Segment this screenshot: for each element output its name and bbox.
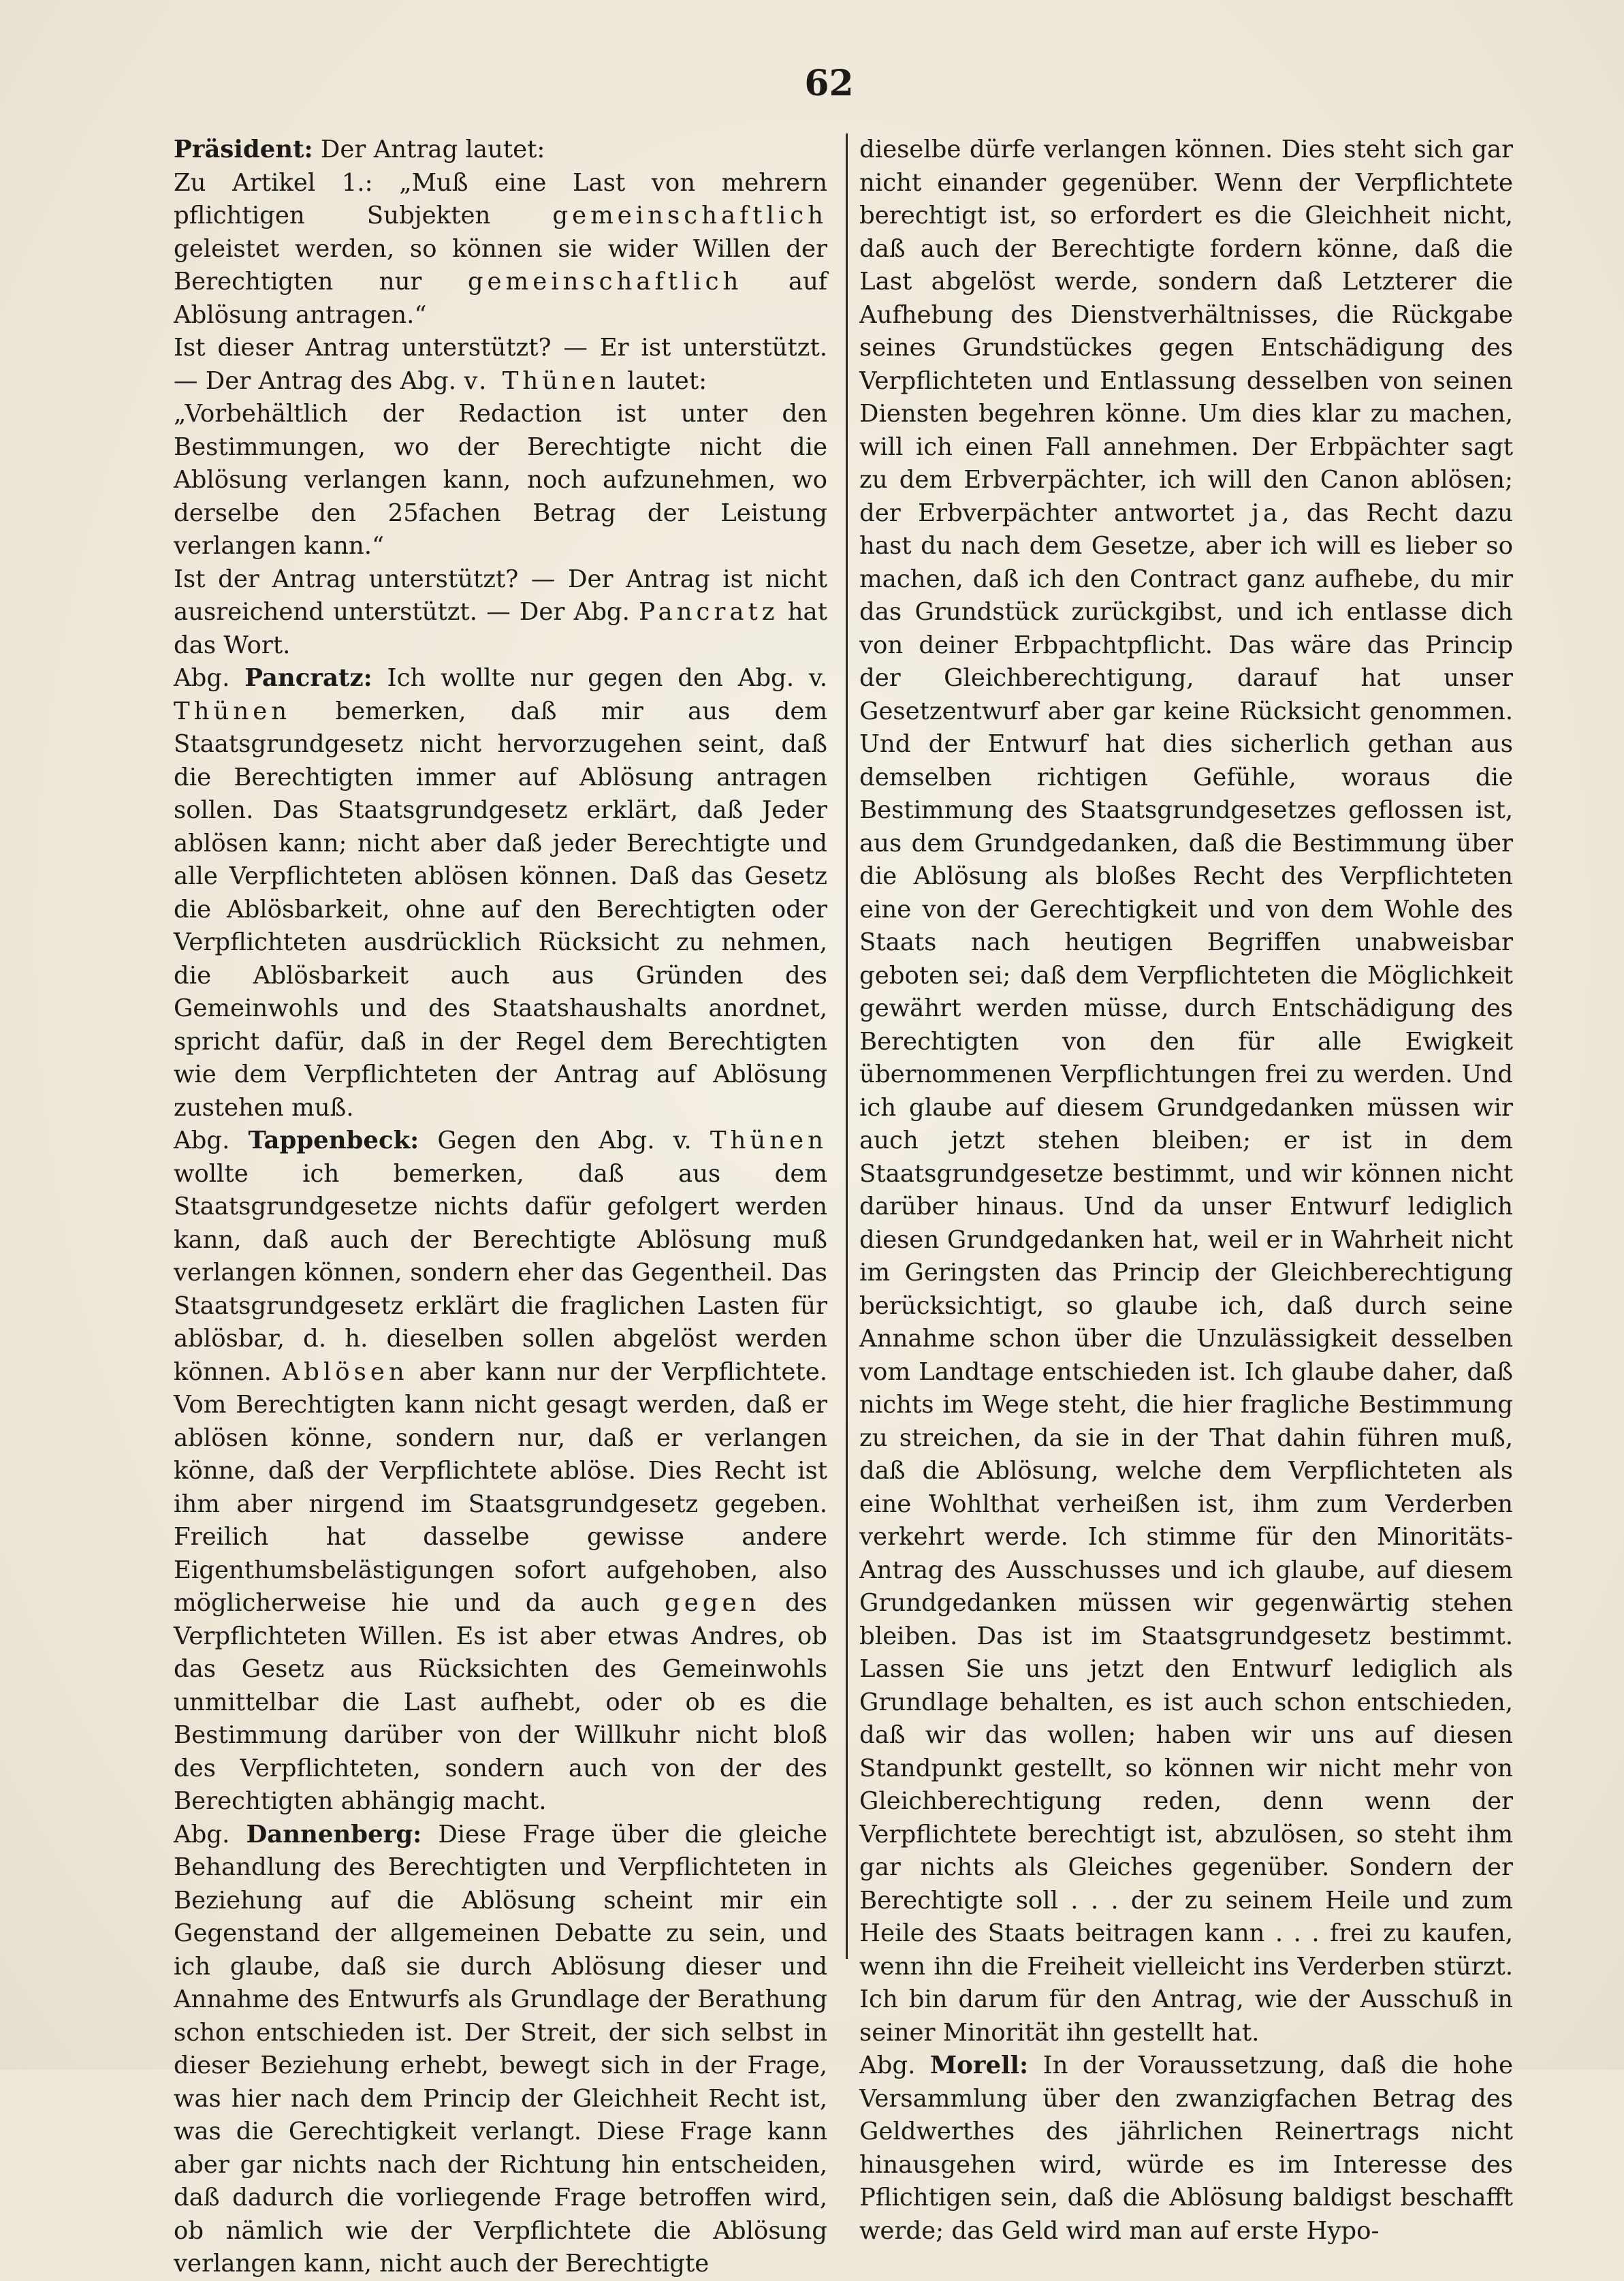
speaker-name: Morell: (929, 2051, 1029, 2079)
right-column (859, 133, 1513, 2248)
paragraph (174, 133, 827, 167)
speaker-name: Pancratz: (244, 664, 372, 692)
spaced-emphasis: Thünen (174, 697, 291, 725)
left-column (174, 133, 827, 2281)
spaced-emphasis: gemeinschaftlich (467, 268, 743, 296)
text-run: Abg. (174, 1127, 249, 1154)
spaced-emphasis: Pancratz (639, 598, 779, 626)
text-run: Ist dieser Antrag unterstützt? — Er ist unterstützt. — Der Antrag des Abg. (174, 334, 827, 395)
spaced-emphasis: gegen (665, 1589, 761, 1617)
text-run: hat das Wort. (174, 598, 827, 659)
paragraph (174, 1819, 827, 2281)
speaker-name: Tappenbeck: (248, 1127, 419, 1154)
text-run: des Verpflichteten Willen. Es ist aber etwas Andres, ob das Gesetz aus Rücksichten des Gemeinwohls unmittelbar die Last aufhebt, oder ob es die Bestimmung darüber von der Willkuhr nicht bloß des Verpflichteten, sondern auch von der des Berechtigten abhängig macht. (174, 1589, 827, 1815)
speaker-name: Präsident: (174, 136, 313, 163)
column-divider (846, 133, 848, 1959)
paragraph (174, 1124, 827, 1819)
text-run: Ich wollte nur gegen den Abg. v. (372, 664, 828, 692)
text-run: wollte ich bemerken, daß aus dem Staatsgrundgesetze nichts dafür gefolgert werden kann, daß auch der Berechtigte Ablösung muß verlangen können, sondern eher das Gegentheil. Das Staatsgrundgesetz erklärt die fraglichen Lasten für ablösbar, d. h. dieselben sollen abgelöst werden können. (174, 1159, 827, 1386)
spaced-emphasis: v. Thünen (464, 366, 620, 395)
paragraph (174, 662, 827, 1124)
text-run: Gegen den Abg. v. (419, 1127, 710, 1154)
text-run: Diese Frage über die gleiche Behandlung des Berechtigten und Verpflichteten in Beziehung auf die Ablösung scheint mir ein Gegenstand der allgemeinen Debatte zu sein, und ich glaube, daß sie durch Ablösung dieser und Annahme des Entwurfs als Grundlage der Berathung schon entschieden ist. Der Streit, der sich selbst in dieser Beziehung erhebt, bewegt sich in der Frage, was hier nach dem Princip der Gleichheit Recht ist, was die Gerechtigkeit verlangt. Diese Frage kann aber gar nichts nach der Richtung hin entscheiden, daß dadurch die vorliegende Frage betroffen wird, ob nämlich wie der Verpflichtete die Ablösung verlangen kann, nicht auch der Berechtigte (174, 1820, 827, 2278)
text-run: Zu Artikel 1.: „Muß eine Last von mehrern pflichtigen Subjekten (174, 168, 827, 230)
text-run: Abg. (174, 1820, 246, 1849)
text-run: Der Antrag lautet: (313, 136, 545, 163)
text-run: dieselbe dürfe verlangen können. Dies steht sich gar nicht einander gegenüber. Wenn der Verpflichtete berechtigt ist, so erfordert es die Gleichheit nicht, daß auch der Berechtigte fordern könne, daß die Last abgelöst werde, sondern daß Letzterer die Aufhebung des Dienstverhältnisses, die Rückgabe seines Grundstückes gegen Entschädigung des Verpflichteten und Entlassung desselben von seinen Diensten begehren könne. Um dies klar zu machen, will ich einen Fall annehmen. Der Erbpächter sagt zu dem Erbverpächter, ich will den Canon ablösen; der Erbverpächter antwortet (859, 136, 1513, 527)
text-run: , das Recht dazu hast du nach dem Gesetze, aber ich will es lieber so machen, daß ich den Contract ganz aufhebe, du mir das Grundstück zurückgibst, und ich entlasse dich von deiner Erbpachtpflicht. Das wäre das Princip der Gleichberechtigung, darauf hat unser Gesetzentwurf aber gar keine Rücksicht genommen. Und der Entwurf hat dies sicherlich gethan aus demselben richtigen Gefühle, woraus die Bestimmung des Staatsgrundgesetzes geflossen ist, aus dem Grundgedanken, daß die Bestimmung über die Ablösung als bloßes Recht des Verpflichteten eine von der Gerechtigkeit und von dem Wohle des Staats nach heutigen Begriffen unabweisbar geboten sei; daß dem Verpflichteten die Möglichkeit gewährt werden müsse, durch Entschädigung des Berechtigten von den für alle Ewigkeit übernommenen Verpflichtungen frei zu werden. Und ich glaube auf diesem Grundgedanken müssen wir auch jetzt stehen bleiben; er ist in dem Staatsgrundgesetze bestimmt, und wir können nicht darüber hinaus. Und da unser Entwurf lediglich diesen Grundgedanken hat, weil er in Wahrheit nicht im Geringsten das Princip der Gleichberechtigung berücksichtigt, so glaube ich, daß durch seine Annahme schon über die Unzulässigkeit desselben vom Landtage entschieden ist. Ich glaube daher, daß nichts im Wege steht, die hier fragliche Bestimmung zu streichen, da sie in der That dahin führen muß, daß die Ablösung, welche dem Verpflichteten als eine Wohlthat verheißen ist, ihm zum Verderben verkehrt werde. Ich stimme für den Minoritäts-Antrag des Ausschusses und ich glaube, auf diesem Grundgedanken müssen wir gegenwärtig stehen bleiben. Das ist im Staatsgrundgesetz bestimmt. Lassen Sie uns jetzt den Entwurf lediglich als Grundlage behalten, es ist auch schon entschieden, daß wir das wollen; haben wir uns auf diesen Standpunkt gestellt, so können wir nicht mehr von Gleichberechtigung reden, denn wenn der Verpflichtete berechtigt ist, abzulösen, so steht ihm gar nichts als Gleiches gegenüber. Sondern der Berechtigte soll . . . der zu seinem Heile und zum Heile des Staats beitragen kann . . . frei zu kaufen, wenn ihn die Freiheit vielleicht ins Verderben stürzt. Ich bin darum für den Antrag, wie der Ausschuß in seiner Minorität ihn gestellt hat. (859, 499, 1513, 2047)
text-run: Abg. (174, 664, 245, 692)
spaced-emphasis: gemeinschaftlich (552, 202, 827, 230)
paragraph (174, 167, 827, 332)
text-run: aber kann nur der Verpflichtete. Vom Berechtigten kann nicht gesagt werden, daß er ablösen könne, sondern nur, daß er verlangen könne, daß der Verpflichtete ablöse. Dies Recht ist ihm aber nirgend im Staatsgrundgesetz gegeben. Freilich hat dasselbe gewisse andere Eigenthumsbelästigungen sofort aufgehoben, also möglicherweise hie und da auch (174, 1357, 827, 1617)
spaced-emphasis: Ablösen (282, 1357, 409, 1386)
spaced-emphasis: ja (1252, 499, 1282, 527)
text-run: „Vorbehältlich der Redaction ist unter den Bestimmungen, wo der Berechtigte nicht die Ablösung verlangen kann, noch aufzunehmen, wo derselbe den 25fachen Betrag der Leistung verlangen kann.“ (174, 400, 827, 560)
spaced-emphasis: Thünen (710, 1127, 828, 1154)
text-run: Abg. (859, 2051, 930, 2079)
text-run: lautet: (619, 366, 707, 395)
paragraph (174, 332, 827, 398)
paragraph (859, 133, 1513, 2049)
speaker-name: Dannenberg: (246, 1820, 422, 1849)
text-run: auf Ablösung antragen.“ (174, 268, 827, 329)
paragraph (174, 398, 827, 563)
text-run: In der Voraussetzung, daß die hohe Versammlung über den zwanzigfachen Betrag des Geldwerthes des jährlichen Reinertrags nicht hinausgehen wird, würde es im Interesse des Pflichtigen sein, daß die Ablösung baldigst beschafft werde; das Geld wird man auf erste Hypo- (859, 2051, 1514, 2245)
paragraph (859, 2049, 1513, 2248)
paragraph (174, 563, 827, 663)
text-run: Ist der Antrag unterstützt? — Der Antrag ist nicht ausreichend unterstützt. — Der Abg. (174, 565, 827, 626)
text-run: geleistet werden, so können sie wider Willen der Berechtigten nur (174, 234, 827, 296)
page-number: 62 (804, 63, 854, 104)
text-run: bemerken, daß mir aus dem Staatsgrundgesetz nicht hervorzugehen seint, daß die Berechtigten immer auf Ablösung antragen sollen. Das Staatsgrundgesetz erklärt, daß Jeder ablösen kann; nicht aber daß jeder Berechtigte und alle Verpflichteten ablösen können. Daß das Gesetz die Ablösbarkeit, ohne auf den Berechtigten oder Verpflichteten ausdrücklich Rücksicht zu nehmen, die Ablösbarkeit auch aus Gründen des Gemeinwohls und des Staatshaushalts anordnet, spricht dafür, daß in der Regel dem Berechtigten wie dem Verpflichteten der Antrag auf Ablösung zustehen muß. (174, 697, 827, 1122)
